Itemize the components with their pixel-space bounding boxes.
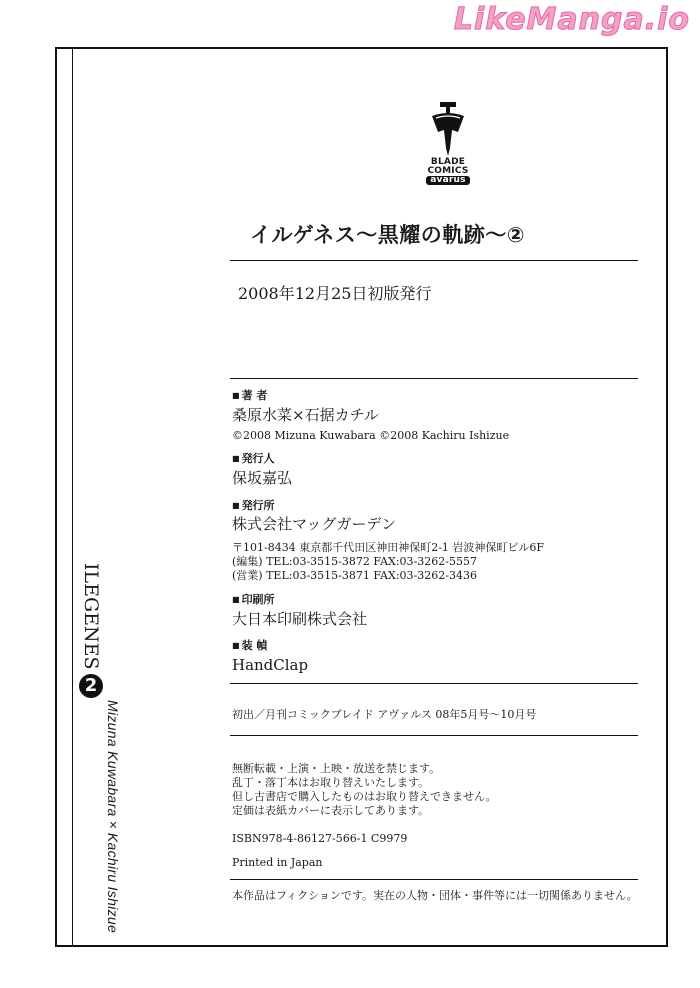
sales-contact: (営業) TEL:03-3515-3871 FAX:03-3262-3436 (232, 569, 477, 582)
printer-name: 大日本印刷株式会社 (232, 610, 368, 628)
notice-line-3: 但し古書店で購入したものはお取り替えできません。 (232, 790, 497, 803)
spine-title-text: ILEGENES (80, 563, 102, 670)
divider-bottom (230, 879, 638, 880)
tower-emblem-icon (428, 100, 468, 158)
spine-author: Mizuna Kuwabara×Kachiru Ishizue (105, 700, 121, 934)
first-appearance: 初出／月刊コミックブレイド アヴァルス 08年5月号〜10月号 (232, 708, 537, 721)
spine-divider (72, 49, 73, 945)
notice-line-1: 無断転載・上演・上映・放送を禁じます。 (232, 762, 441, 775)
logo-line-1: BLADE (430, 157, 466, 167)
editorial-contact: (編集) TEL:03-3515-3872 FAX:03-3262-5557 (232, 555, 477, 568)
logo-line-3: avarus (426, 176, 470, 185)
divider-date (230, 378, 638, 379)
fiction-disclaimer: 本作品はフィクションです。実在の人物・団体・事件等には一切関係ありません。 (232, 889, 638, 902)
publish-date: 2008年12月25日初版発行 (238, 284, 432, 303)
design-credit: HandClap (232, 656, 309, 674)
author-label: ■ 著 者 (232, 390, 267, 402)
book-title: イルゲネス〜黒耀の軌跡〜② (250, 223, 526, 247)
author-names: 桑原水菜×石据カチル (232, 406, 379, 424)
publisher-address: 〒101-8434 東京都千代田区神田神保町2-1 岩波神保町ビル6F (232, 541, 545, 554)
notice-line-2: 乱丁・落丁本はお取り替えいたします。 (232, 776, 430, 789)
divider-credits (230, 683, 638, 684)
printed-in: Printed in Japan (232, 856, 323, 869)
divider-appearance (230, 735, 638, 736)
isbn: ISBN978-4-86127-566-1 C9979 (232, 832, 408, 845)
volume-badge: 2 (79, 674, 103, 698)
publisher-person-label: ■ 発行人 (232, 453, 275, 465)
publisher-label: ■ 発行所 (232, 500, 275, 512)
blade-comics-logo (420, 100, 476, 195)
logo-line-2: COMICS (427, 166, 469, 176)
publisher-name: 株式会社マッグガーデン (232, 515, 397, 533)
design-label: ■ 装 幀 (232, 640, 267, 652)
notice-line-4: 定価は表紙カバーに表示してあります。 (232, 804, 430, 817)
site-watermark: LikeManga.io (453, 2, 690, 37)
spine-title (78, 563, 104, 702)
printer-label: ■ 印刷所 (232, 594, 275, 606)
copyright-line: ©2008 Mizuna Kuwabara ©2008 Kachiru Ishizue (232, 429, 510, 442)
divider-title (230, 260, 638, 261)
publisher-person: 保坂嘉弘 (232, 469, 293, 487)
